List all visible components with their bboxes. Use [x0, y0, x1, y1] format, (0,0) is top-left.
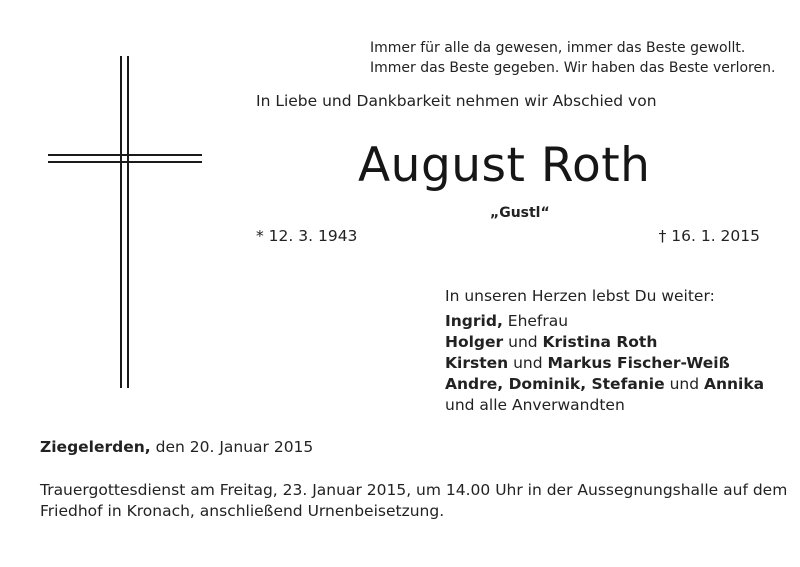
mourner-line: [445, 311, 764, 332]
cross-icon: [40, 52, 210, 392]
mourner-name: Ingrid,: [445, 312, 503, 330]
birth-date: * 12. 3. 1943: [256, 227, 358, 245]
mourners-list: [445, 311, 764, 416]
heart-line: In unseren Herzen lebst Du weiter:: [445, 287, 715, 305]
mourner-name: Annika: [703, 375, 765, 393]
mourner-name: Markus Fischer-Weiß: [547, 354, 730, 372]
quote-line-2: Immer das Beste gegeben. Wir haben das Beste verloren.: [370, 60, 776, 76]
deceased-name: August Roth: [358, 138, 651, 193]
service-line-2: Friedhof in Kronach, anschließend Urnenbeisetzung.: [40, 502, 445, 520]
memorial-quote: [370, 38, 775, 78]
mourner-line: [445, 374, 764, 395]
mourner-name: Holger: [445, 333, 504, 351]
service-line-1: Trauergottesdienst am Freitag, 23. Januar 2015, um 14.00 Uhr in der Aussegnungshalle auf dem: [40, 481, 788, 499]
mourner-name: Andre, Dominik, Stefanie: [445, 375, 665, 393]
town-name: Ziegelerden,: [40, 438, 151, 456]
notice-date: den 20. Januar 2015: [150, 438, 314, 456]
conjunction: und: [664, 375, 704, 393]
conjunction: und: [503, 333, 543, 351]
mourner-name: Kirsten: [445, 354, 509, 372]
intro-text: In Liebe und Dankbarkeit nehmen wir Abschied von: [256, 92, 657, 110]
mourner-line: [445, 353, 764, 374]
service-info: [40, 480, 788, 522]
mourner-line: und alle Anverwandten: [445, 396, 625, 414]
death-date: † 16. 1. 2015: [658, 227, 760, 245]
mourner-relation: Ehefrau: [502, 312, 569, 330]
mourner-name: Kristina Roth: [542, 333, 658, 351]
place-date: [40, 438, 313, 456]
mourner-line: [445, 332, 764, 353]
nickname: „Gustl“: [490, 205, 550, 221]
quote-line-1: Immer für alle da gewesen, immer das Beste gewollt.: [370, 40, 746, 56]
conjunction: und: [508, 354, 548, 372]
